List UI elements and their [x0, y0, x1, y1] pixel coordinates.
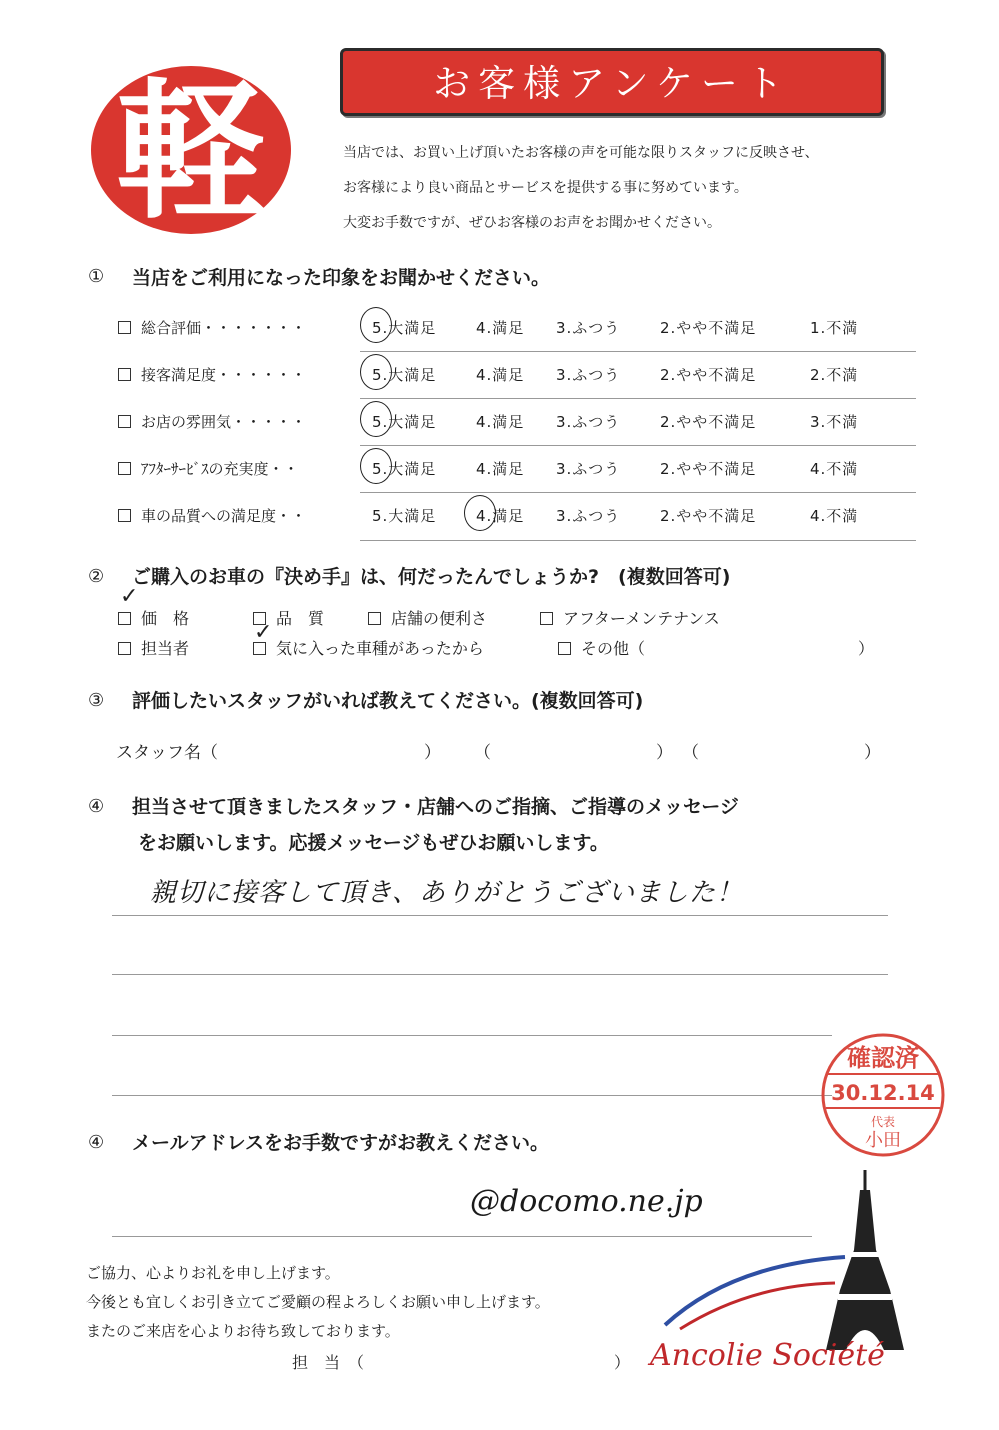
survey-title: お客様アンケート — [340, 48, 884, 116]
rating-row-label — [118, 411, 306, 432]
paren-open: （ — [682, 743, 699, 763]
check-mark-icon: ✓ — [120, 584, 139, 609]
message-line — [112, 1035, 832, 1036]
option-convenience[interactable] — [368, 606, 487, 629]
option-car-model[interactable] — [253, 636, 484, 659]
option-label: 価 格 — [141, 609, 190, 628]
checkbox[interactable] — [368, 612, 381, 625]
checkbox[interactable] — [118, 612, 131, 625]
rating-row-label — [118, 505, 306, 526]
q5-number: ④ — [88, 1132, 105, 1153]
check-mark-icon: ✓ — [254, 620, 273, 645]
rating-option-5[interactable]: 5.大満足 — [372, 460, 437, 478]
footer-line-2: 今後とも宜しくお引き立てご愛顧の程よろしくお願い申し上げます。 — [86, 1293, 550, 1311]
option-label: 店舗の便利さ — [391, 609, 488, 628]
rating-option-3[interactable]: 3.ふつう — [556, 413, 621, 431]
staff-name-field-3[interactable] — [702, 738, 862, 760]
rating-option-4[interactable]: 4.満足 — [476, 413, 525, 431]
rating-option-1[interactable]: 1.不満 — [810, 319, 859, 337]
rating-option-1[interactable]: 2.不満 — [810, 366, 859, 384]
selected-rating-circle — [360, 448, 392, 484]
rating-option-2[interactable]: 2.やや不満足 — [660, 366, 757, 384]
message-line — [112, 1095, 832, 1096]
checkbox[interactable] — [118, 321, 131, 334]
logo-char: 軽 — [115, 66, 267, 236]
email-line — [112, 1236, 812, 1237]
staff-name-field-1[interactable] — [240, 738, 420, 760]
rep-name-field[interactable] — [400, 1350, 610, 1372]
email-domain[interactable]: @docomo.ne.jp — [470, 1184, 703, 1219]
rating-option-4[interactable]: 4.満足 — [476, 507, 525, 525]
rating-option-1[interactable]: 3.不満 — [810, 413, 859, 431]
rating-option-5[interactable]: 5.大満足 — [372, 507, 437, 525]
intro-line-3: 大変お手数ですが、ぜひお客様のお声をお聞かせください。 — [343, 215, 721, 231]
q2-title: ご購入のお車の『決め手』は、何だったんでしょうか? (複数回答可) — [132, 566, 731, 588]
paren-close: ） — [424, 743, 441, 763]
message-line — [112, 974, 888, 975]
rating-option-1[interactable]: 4.不満 — [810, 460, 859, 478]
checkbox[interactable] — [558, 642, 571, 655]
rating-option-1[interactable]: 4.不満 — [810, 507, 859, 525]
rating-row-label — [118, 458, 299, 479]
checkbox[interactable] — [118, 462, 131, 475]
rating-option-5[interactable]: 5.大満足 — [372, 366, 437, 384]
stamp-date: 30.12.14 — [831, 1081, 935, 1105]
message-line — [112, 915, 888, 916]
row-divider — [360, 445, 916, 446]
paren-close: ） — [864, 743, 881, 763]
q5-title: メールアドレスをお手数ですがお教えください。 — [132, 1132, 550, 1154]
paren-close: ） — [656, 743, 673, 763]
q4-title-line-2: をお願いします。応援メッセージもぜひお願いします。 — [138, 832, 609, 854]
rating-option-4[interactable]: 4.満足 — [476, 319, 525, 337]
stamp-name: 小田 — [865, 1130, 901, 1151]
rep-label: 担 当 （ — [292, 1353, 365, 1372]
rating-option-5[interactable]: 5.大満足 — [372, 413, 437, 431]
rating-option-2[interactable]: 2.やや不満足 — [660, 460, 757, 478]
q3-title: 評価したいスタッフがいれば教えてください。(複数回答可) — [132, 690, 644, 712]
option-price[interactable] — [118, 606, 189, 629]
brand-name: Ancolie Société — [650, 1338, 885, 1373]
rating-option-5[interactable]: 5.大満足 — [372, 319, 437, 337]
footer-line-3: またのご来店を心よりお待ち致しております。 — [86, 1322, 400, 1340]
option-staff[interactable] — [118, 636, 189, 659]
q1-number: ① — [88, 266, 105, 287]
rating-row-label — [118, 317, 306, 338]
option-maintenance[interactable] — [540, 606, 720, 629]
q4-number: ④ — [88, 796, 105, 817]
q3-number: ③ — [88, 690, 105, 711]
row-divider — [360, 351, 916, 352]
rating-label-text: 車の品質への満足度・・ — [141, 507, 307, 525]
rating-option-3[interactable]: 3.ふつう — [556, 460, 621, 478]
q4-title-line-1: 担当させて頂きましたスタッフ・店舗へのご指摘、ご指導のメッセージ — [132, 796, 739, 818]
option-label: 担当者 — [141, 639, 190, 658]
intro-line-2: お客様により良い商品とサービスを提供する事に努めています。 — [343, 180, 748, 196]
rating-option-2[interactable]: 2.やや不満足 — [660, 507, 757, 525]
paren-open: （ — [474, 743, 491, 763]
rating-option-2[interactable]: 2.やや不満足 — [660, 413, 757, 431]
option-label: その他（ — [581, 639, 646, 658]
brand-swoosh-icon — [660, 1255, 850, 1335]
rating-label-text: 接客満足度・・・・・・ — [141, 366, 307, 384]
rating-option-3[interactable]: 3.ふつう — [556, 366, 621, 384]
stamp-top-text: 確認済 — [847, 1044, 919, 1072]
q1-title: 当店をご利用になった印象をお聞かせください。 — [132, 267, 551, 289]
checkbox[interactable] — [118, 642, 131, 655]
rating-option-4[interactable]: 4.満足 — [476, 460, 525, 478]
row-divider — [360, 398, 916, 399]
rating-label-text: ｱﾌﾀｰｻｰﾋﾞｽの充実度・・ — [141, 460, 299, 478]
rating-option-3[interactable]: 3.ふつう — [556, 319, 621, 337]
option-label: アフターメンテナンス — [563, 609, 720, 628]
intro-line-1: 当店では、お買い上げ頂いたお客様の声を可能な限りスタッフに反映させ、 — [343, 145, 819, 161]
store-logo — [88, 64, 298, 236]
option-other[interactable] — [558, 636, 645, 659]
selected-rating-circle — [464, 495, 496, 531]
approval-stamp — [820, 1032, 946, 1158]
rating-option-3[interactable]: 3.ふつう — [556, 507, 621, 525]
other-paren-close: ） — [858, 639, 875, 658]
stamp-role: 代表 — [870, 1115, 896, 1129]
rating-option-2[interactable]: 2.やや不満足 — [660, 319, 757, 337]
rating-row-label — [118, 364, 306, 385]
checkbox[interactable] — [118, 368, 131, 381]
rating-label-text: 総合評価・・・・・・・ — [141, 319, 307, 337]
rating-label-text: お店の雰囲気・・・・・ — [141, 413, 307, 431]
selected-rating-circle — [360, 354, 392, 390]
checkbox[interactable] — [118, 415, 131, 428]
message-answer[interactable]: 親切に接客して頂き、ありがとうございました！ — [150, 878, 743, 908]
selected-rating-circle — [360, 401, 392, 437]
footer-line-1: ご協力、心よりお礼を申し上げます。 — [86, 1264, 340, 1282]
option-label: 品 質 — [276, 609, 325, 628]
staff-name-field-2[interactable] — [494, 738, 654, 760]
staff-name-label: スタッフ名（ — [116, 743, 218, 763]
q2-number: ② — [88, 566, 105, 587]
rep-paren-close: ） — [614, 1353, 631, 1372]
row-divider — [360, 540, 916, 541]
checkbox[interactable] — [540, 612, 553, 625]
checkbox[interactable] — [118, 509, 131, 522]
rating-option-4[interactable]: 4.満足 — [476, 366, 525, 384]
option-label: 気に入った車種があったから — [276, 639, 484, 658]
selected-rating-circle — [360, 307, 392, 343]
row-divider — [360, 492, 916, 493]
